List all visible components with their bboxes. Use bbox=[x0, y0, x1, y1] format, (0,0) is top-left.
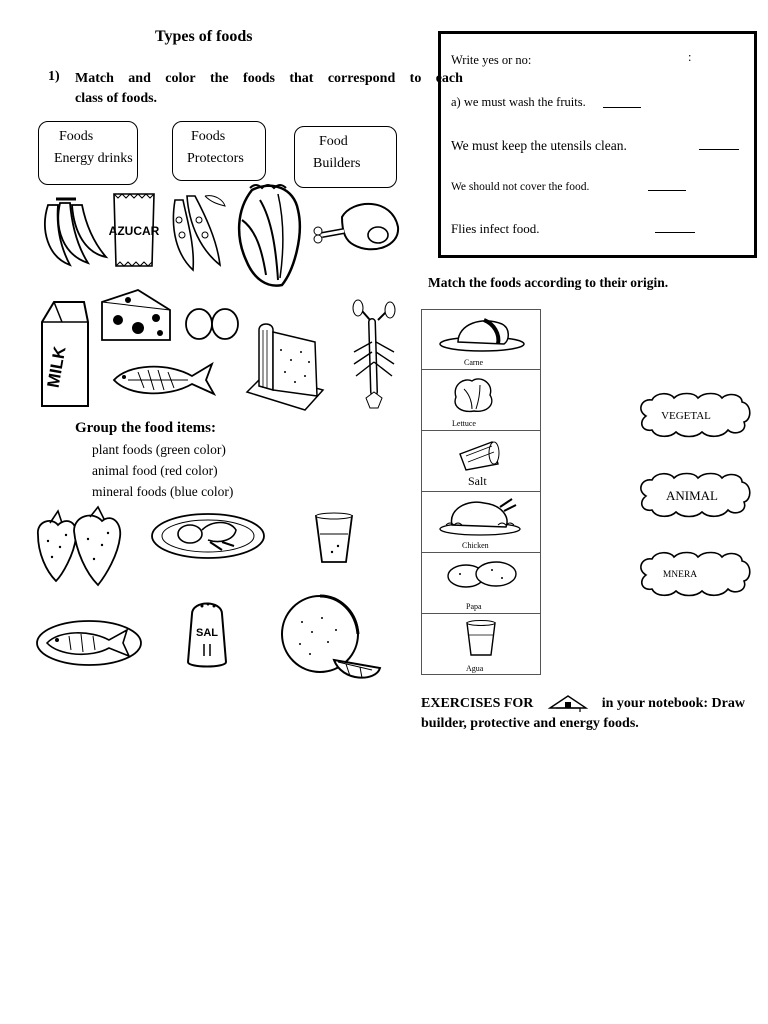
salt-shaker-icon bbox=[182, 596, 232, 672]
question-1-word: correspond bbox=[327, 71, 396, 86]
answer-blank[interactable] bbox=[699, 149, 739, 150]
origin-heading: Match the foods according to their origin. bbox=[428, 275, 669, 290]
cloud-mineral bbox=[636, 551, 754, 597]
exercises-line-2: builder, protective and energy foods. bbox=[421, 716, 639, 731]
house-icon bbox=[548, 696, 588, 712]
question-1-word: to bbox=[409, 71, 422, 86]
cloud-label: MNERA bbox=[662, 570, 698, 580]
exercises-suffix: in your notebook: Draw bbox=[601, 696, 745, 711]
origin-label: Lettuce bbox=[452, 419, 476, 428]
category-label: Foods bbox=[59, 129, 94, 144]
exercises-text bbox=[421, 694, 745, 734]
list-item: animal food (red color) bbox=[92, 463, 218, 478]
exercises-prefix: EXERCISES FOR bbox=[421, 696, 534, 711]
question-1-line-2: class of foods. bbox=[75, 91, 158, 106]
category-label: Builders bbox=[313, 156, 361, 171]
question-1-word: and bbox=[128, 71, 151, 86]
ham-leg-icon bbox=[312, 197, 402, 257]
question-number: 1) bbox=[48, 69, 60, 84]
fish-icon bbox=[108, 358, 218, 400]
origin-cell bbox=[422, 310, 540, 370]
yes-no-mark: : bbox=[688, 50, 692, 64]
group-list bbox=[92, 440, 233, 503]
origin-label: Salt bbox=[468, 474, 487, 488]
chicken-plate-icon bbox=[150, 510, 266, 562]
cloud-label: ANIMAL bbox=[666, 488, 718, 503]
bananas-icon bbox=[40, 195, 110, 270]
list-item: plant foods (green color) bbox=[92, 442, 226, 457]
question-1-word: the bbox=[209, 71, 229, 86]
sugar-bag-icon bbox=[110, 190, 158, 270]
category-label: Food bbox=[319, 134, 348, 149]
origin-cell bbox=[422, 554, 540, 614]
category-box-protectors bbox=[172, 121, 266, 181]
origin-table bbox=[421, 309, 541, 675]
water-cup-icon bbox=[464, 619, 498, 659]
lettuce-icon bbox=[232, 180, 310, 292]
eggs-icon bbox=[183, 305, 243, 343]
bread-icon bbox=[245, 320, 325, 412]
category-label: Protectors bbox=[187, 151, 244, 166]
group-heading: Group the food items: bbox=[75, 420, 216, 436]
yes-no-heading: Write yes or no: bbox=[451, 53, 532, 67]
salt-pile-icon bbox=[456, 438, 506, 472]
cloud-animal bbox=[636, 472, 754, 518]
answer-blank[interactable] bbox=[655, 232, 695, 233]
fish-plate-icon bbox=[35, 618, 143, 668]
answer-blank[interactable] bbox=[648, 190, 686, 191]
origin-cell bbox=[422, 615, 540, 675]
question-1-line-1 bbox=[75, 69, 463, 89]
category-label: Energy drinks bbox=[54, 151, 133, 166]
category-box-builders bbox=[294, 126, 397, 188]
yes-no-box bbox=[435, 31, 757, 258]
potatoes-icon bbox=[446, 560, 518, 590]
cloud-label: VEGETAL bbox=[661, 410, 711, 422]
origin-label: Agua bbox=[466, 664, 484, 673]
sugar-bag-label: AZUCAR bbox=[108, 224, 160, 238]
milk-carton-icon bbox=[38, 298, 90, 410]
yes-no-item: We should not cover the food. bbox=[451, 181, 590, 193]
page-title: Types of foods bbox=[155, 28, 253, 45]
origin-cell bbox=[422, 371, 540, 431]
orange-icon bbox=[280, 590, 388, 682]
question-1-word: each bbox=[435, 71, 463, 86]
question-1-word: foods bbox=[243, 71, 275, 86]
lettuce-head-icon bbox=[450, 375, 496, 413]
question-1-word: that bbox=[289, 71, 314, 86]
question-1-word: Match bbox=[75, 71, 114, 86]
salt-shaker-label: SAL bbox=[196, 627, 218, 639]
origin-label: Carne bbox=[464, 358, 484, 367]
origin-label: Chicken bbox=[462, 541, 489, 550]
origin-cell bbox=[422, 493, 540, 553]
roast-chicken-icon bbox=[438, 495, 522, 537]
yes-no-item: We must keep the utensils clean. bbox=[451, 138, 627, 153]
category-box-energy bbox=[38, 121, 138, 185]
strawberries-icon bbox=[32, 505, 124, 587]
lobster-icon bbox=[348, 302, 400, 414]
exercises-line-1 bbox=[421, 694, 745, 714]
milk-carton-label: MILK bbox=[43, 344, 70, 390]
origin-cell bbox=[422, 432, 540, 492]
yes-no-item: a) we must wash the fruits. bbox=[451, 95, 586, 109]
peas-icon bbox=[165, 190, 230, 275]
meat-plate-icon bbox=[438, 314, 526, 354]
answer-blank[interactable] bbox=[603, 107, 641, 108]
yes-no-item: Flies infect food. bbox=[451, 221, 540, 236]
question-1-word: color bbox=[165, 71, 196, 86]
water-glass-icon bbox=[312, 510, 356, 566]
category-label: Foods bbox=[191, 129, 226, 144]
cloud-vegetal bbox=[636, 392, 754, 438]
cheese-icon bbox=[98, 288, 174, 348]
list-item: mineral foods (blue color) bbox=[92, 484, 234, 499]
origin-label: Papa bbox=[466, 602, 482, 611]
question-1-instructions bbox=[75, 69, 465, 109]
